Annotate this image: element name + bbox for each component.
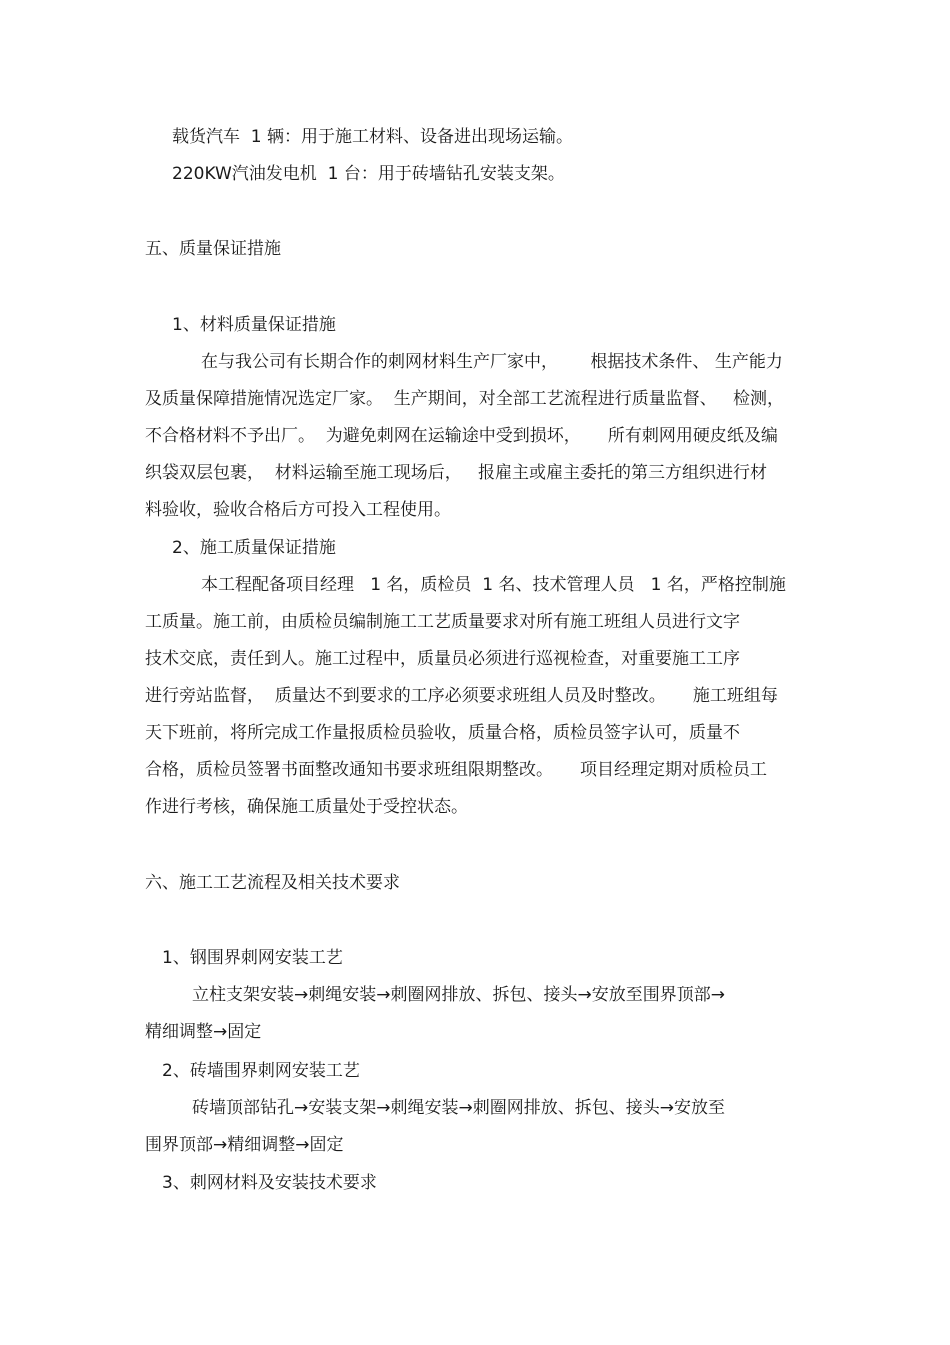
section-6-heading: 六、施工工艺流程及相关技术要求 xyxy=(145,873,400,893)
paragraph-line: 作进行考核，确保施工质量处于受控状态。 xyxy=(145,797,468,817)
paragraph-line: 砖墙顶部钻孔→安装支架→刺绳安装→刺圈网排放、拆包、接头→安放至 xyxy=(192,1098,725,1118)
equipment-truck-line: 载货汽车 1 辆：用于施工材料、设备进出现场运输。 xyxy=(172,127,574,147)
paragraph-line: 进行旁站监督， 质量达不到要求的工序必须要求班组人员及时整改。 施工班组每 xyxy=(145,686,778,706)
paragraph-line: 料验收，验收合格后方可投入工程使用。 xyxy=(145,500,451,520)
section-6-1-heading: 1、钢围界刺网安装工艺 xyxy=(162,948,343,968)
paragraph-line: 工质量。施工前，由质检员编制施工工艺质量要求对所有施工班组人员进行文字 xyxy=(145,612,740,632)
section-5-1-heading: 1、材料质量保证措施 xyxy=(172,315,336,335)
section-6-3-heading: 3、刺网材料及安装技术要求 xyxy=(162,1173,377,1193)
paragraph-line: 合格，质检员签署书面整改通知书要求班组限期整改。 项目经理定期对质检员工 xyxy=(145,760,768,780)
paragraph-line: 织袋双层包裹， 材料运输至施工现场后， 报雇主或雇主委托的第三方组织进行材 xyxy=(145,463,768,483)
paragraph-line: 本工程配备项目经理 1 名，质检员 1 名、技术管理人员 1 名，严格控制施 xyxy=(201,575,786,595)
paragraph-line: 不合格材料不予出厂。 为避免刺网在运输途中受到损坏， 所有刺网用硬皮纸及编 xyxy=(145,426,778,446)
paragraph-line: 精细调整→固定 xyxy=(145,1022,262,1042)
paragraph-line: 立柱支架安装→刺绳安装→刺圈网排放、拆包、接头→安放至围界顶部→ xyxy=(192,985,725,1005)
paragraph-line: 及质量保障措施情况选定厂家。 生产期间，对全部工艺流程进行质量监督、 检测， xyxy=(145,389,785,409)
paragraph-line: 技术交底，责任到人。施工过程中，质量员必须进行巡视检查，对重要施工工序 xyxy=(145,649,740,669)
equipment-generator-line: 220KW汽油发电机 1 台：用于砖墙钻孔安装支架。 xyxy=(172,164,565,184)
paragraph-line: 围界顶部→精细调整→固定 xyxy=(145,1135,344,1155)
paragraph-line: 在与我公司有长期合作的刺网材料生产厂家中， 根据技术条件、 生产能力 xyxy=(201,352,783,372)
paragraph-line: 天下班前，将所完成工作量报质检员验收，质量合格，质检员签字认可，质量不 xyxy=(145,723,740,743)
section-5-heading: 五、质量保证措施 xyxy=(145,239,281,259)
section-5-2-heading: 2、施工质量保证措施 xyxy=(172,538,336,558)
section-6-2-heading: 2、砖墙围界刺网安装工艺 xyxy=(162,1061,360,1081)
